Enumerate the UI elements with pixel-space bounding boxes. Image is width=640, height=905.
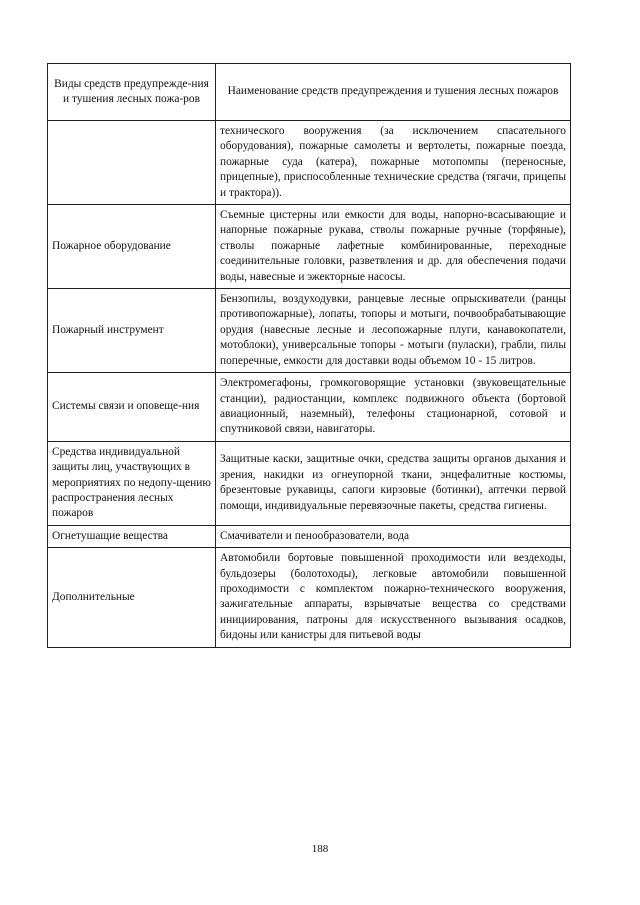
table-row: [48, 289, 571, 373]
row-items-cell: Смачиватели и пенообразователи, вода: [216, 525, 571, 547]
header-equipment-names: Наименование средств предупреждения и тушения лесных пожаров: [216, 64, 571, 121]
row-type-cell: [48, 121, 216, 205]
row-type-cell: Дополнительные: [48, 548, 216, 647]
row-type-cell: Системы связи и оповеще-ния: [48, 373, 216, 442]
table-row: [48, 373, 571, 442]
row-items-cell: технического вооружения (за исключением спасательного оборудования), пожарные самолеты и вертолеты, пожарные поезда, пожарные суда (катера), пожарные мотопомпы (переносные, прицепные), приспособленные технические средства (тягачи, прицепы и трактора)).: [216, 121, 571, 205]
fire-equipment-table: [47, 63, 571, 648]
table-row: [48, 121, 571, 205]
row-type-cell: Огнетушащие вещества: [48, 525, 216, 547]
row-type-cell: Средства индивидуальной защиты лиц, участвующих в мероприятиях по недопу-щению распространения лесных пожаров: [48, 441, 216, 525]
table-row: [48, 548, 571, 647]
row-items-cell: Автомобили бортовые повышенной проходимости или вездеходы, бульдозеры (болотоходы), легковые автомобили повышенной проходимости с комплектом пожарно-технического вооружения, зажигательные аппараты, взрывчатые вещества со средствами инициирования, патроны для искусственного вызывания осадков, бидоны или канистры для питьевой воды: [216, 548, 571, 647]
row-items-cell: Бензопилы, воздуходувки, ранцевые лесные опрыскиватели (ранцы противопожарные), лопаты, топоры и мотыги, почвообрабатывающие орудия (навесные лесные и лесопожарные плуги, канавокопатели, мотоблоки), универсальные топоры - мотыги (пуласки), грабли, пилы поперечные, емкости для доставки воды объемом 10 - 15 литров.: [216, 289, 571, 373]
table-header-row: [48, 64, 571, 121]
table-row: [48, 525, 571, 547]
row-items-cell: Защитные каски, защитные очки, средства защиты органов дыхания и зрения, накидки из огнеупорной ткани, энцефалитные костюмы, брезентовые рукавицы, сапоги кирзовые (ботинки), аптечки первой помощи, индивидуальные перевязочные пакеты, средства гигиены.: [216, 441, 571, 525]
row-type-cell: Пожарное оборудование: [48, 205, 216, 289]
header-equipment-types: Виды средств предупрежде-ния и тушения лесных пожа-ров: [48, 64, 216, 121]
table-row: [48, 441, 571, 525]
row-items-cell: Электромегафоны, громкоговорящие установки (звуковещательные станции), радиостанции, комплекс подвижного объекта (бортовой авиационный, наземный), телефоны стационарной, сотовой и спутниковой связи, навигаторы.: [216, 373, 571, 442]
table-row: [48, 205, 571, 289]
page-number: 188: [311, 843, 329, 855]
row-type-cell: Пожарный инструмент: [48, 289, 216, 373]
row-items-cell: Съемные цистерны или емкости для воды, напорно-всасывающие и напорные пожарные рукава, стволы пожарные ручные (торфяные), стволы пожарные лафетные комбинированные, переходные соединительные головки, разветвления и др. для обеспечения подачи воды, навесные и эжекторные насосы.: [216, 205, 571, 289]
